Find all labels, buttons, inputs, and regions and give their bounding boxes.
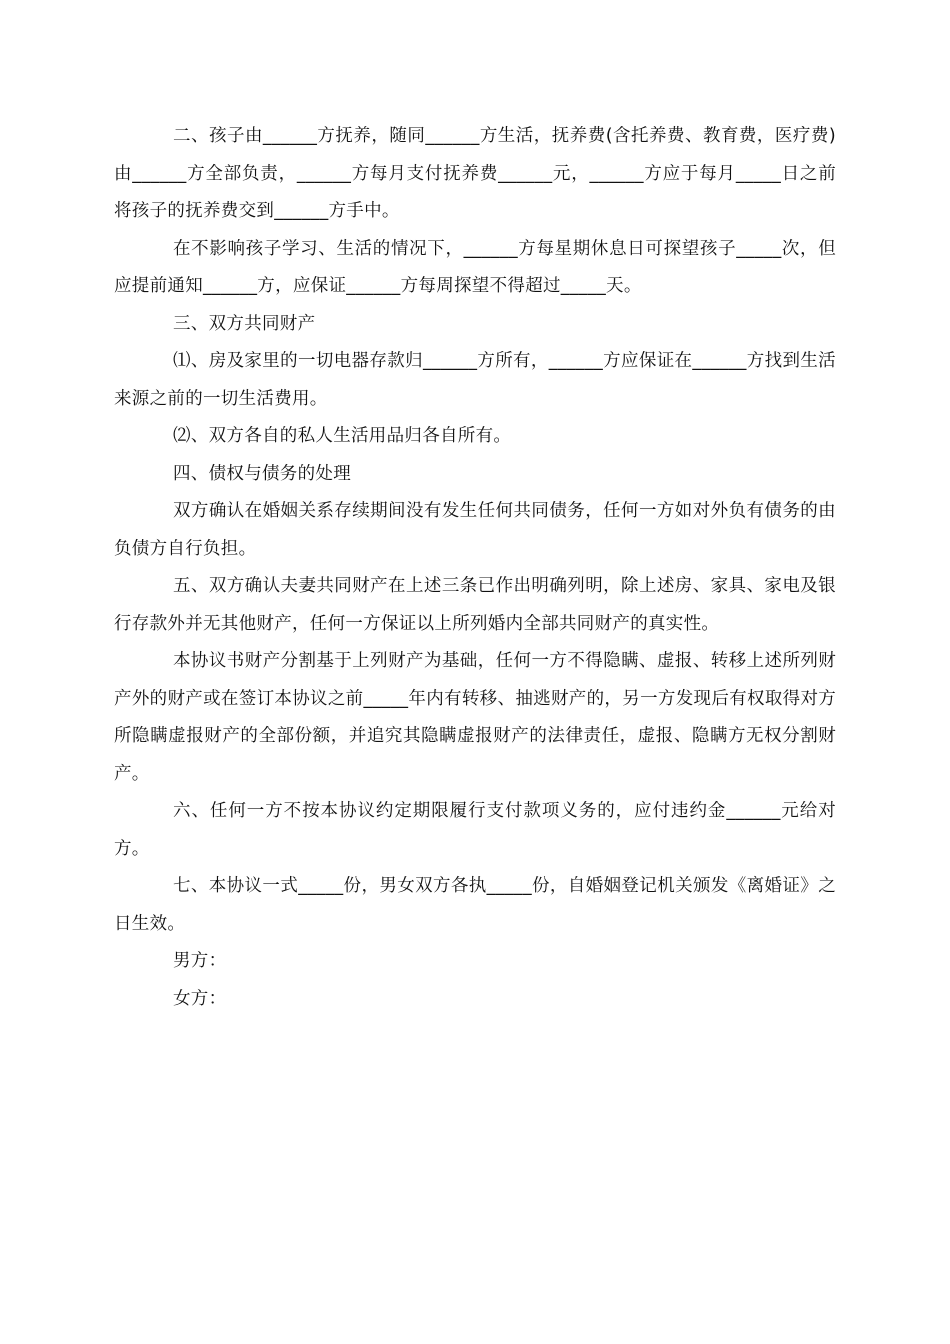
- clause-five-paragraph: 五、双方确认夫妻共同财产在上述三条已作出明确列明，除上述房、家具、家电及银行存款外并无其他财产，任何一方保证以上所列婚内全部共同财产的真实性。: [114, 576, 836, 634]
- property-item-two: ⑵、双方各自的私人生活用品归各自所有。: [173, 426, 512, 446]
- document-body: [114, 118, 836, 1018]
- clause-six-paragraph: 六、任何一方不按本协议约定期限履行支付款项义务的，应付违约金______元给对方。: [114, 801, 836, 859]
- clause-two-child-custody: 二、孩子由______方抚养，随同______方生活，抚养费(含托养费、教育费，医疗费)由______方全部负责，______方每月支付抚养费______元，______方应于每月_____日之前将孩子的抚养费交到______方手中。: [114, 126, 836, 221]
- visitation-paragraph: 在不影响孩子学习、生活的情况下，______方每星期休息日可探望孩子_____次，但应提前通知______方，应保证______方每周探望不得超过_____天。: [114, 238, 836, 296]
- debt-paragraph: 双方确认在婚姻关系存续期间没有发生任何共同债务，任何一方如对外负有债务的由负债方自行负担。: [114, 501, 836, 559]
- property-item-one: ⑴、房及家里的一切电器存款归______方所有，______方应保证在______方找到生活来源之前的一切生活费用。: [114, 351, 836, 409]
- male-party-signature-label: 男方：: [173, 951, 227, 971]
- clause-seven-paragraph: 七、本协议一式_____份，男女双方各执_____份，自婚姻登记机关颁发《离婚证》之日生效。: [114, 876, 836, 934]
- property-division-paragraph: 本协议书财产分割基于上列财产为基础，任何一方不得隐瞒、虚报、转移上述所列财产外的财产或在签订本协议之前_____年内有转移、抽逃财产的，另一方发现后有权取得对方所隐瞒虚报财产的全部份额，并追究其隐瞒虚报财产的法律责任，虚报、隐瞒方无权分割财产。: [114, 651, 836, 784]
- female-party-signature-label: 女方：: [173, 988, 227, 1009]
- clause-three-heading: 三、双方共同财产: [173, 313, 316, 334]
- clause-four-heading: 四、债权与债务的处理: [173, 463, 351, 484]
